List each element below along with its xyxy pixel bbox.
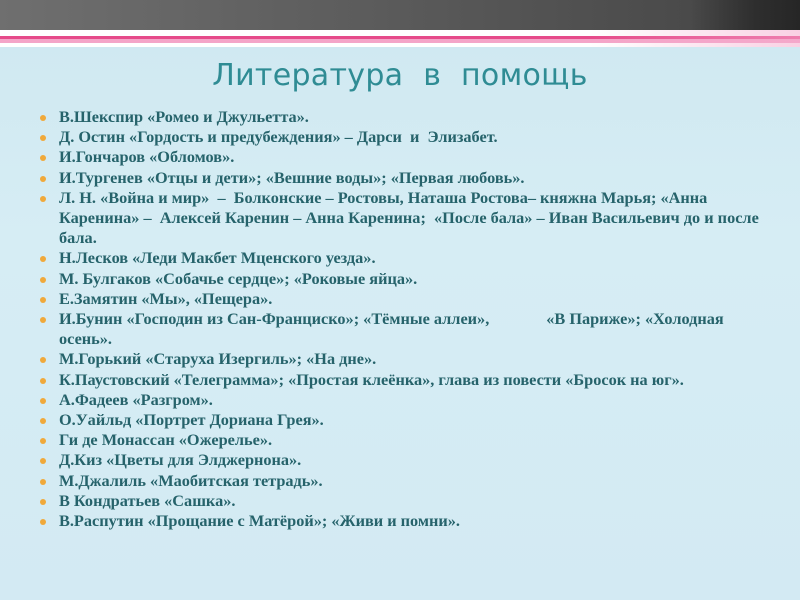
bullet-dot-icon <box>40 398 46 404</box>
list-item-text: В Кондратьев «Сашка». <box>59 490 236 510</box>
list-item <box>40 147 770 167</box>
list-item-text: К.Паустовский «Телеграмма»; «Простая клеёнка», глава из повести «Бросок на юг». <box>59 369 684 389</box>
list-item-text: М.Джалиль «Маобитская тетрадь». <box>59 470 323 490</box>
bullet-dot-icon <box>40 317 46 323</box>
top-bar <box>0 0 800 30</box>
slide-title: Литература в помощь <box>212 58 588 93</box>
literature-list <box>40 107 770 531</box>
list-item-text: Д.Киз «Цветы для Элджернона». <box>59 450 302 470</box>
bullet-dot-icon <box>40 277 46 283</box>
list-item <box>40 390 770 410</box>
list-item <box>40 107 770 127</box>
bullet-dot-icon <box>40 196 46 202</box>
bullet-dot-icon <box>40 499 46 505</box>
bullet-dot-icon <box>40 176 46 182</box>
pink-accent-gradient <box>590 30 800 47</box>
list-item-text: И.Бунин «Господин из Сан-Франциско»; «Тёмные аллеи», «В Париже»; «Холодная осень». <box>59 309 728 349</box>
list-item <box>40 248 770 268</box>
list-item <box>40 410 770 430</box>
list-item <box>40 349 770 369</box>
list-item-text: Н.Лесков «Леди Макбет Мценского уезда». <box>59 248 376 268</box>
list-item-text: О.Уайльд «Портрет Дориана Грея». <box>59 410 324 430</box>
bullet-dot-icon <box>40 418 46 424</box>
top-bar-corner <box>690 0 800 30</box>
bullet-dot-icon <box>40 378 46 384</box>
list-item-text: Д. Остин «Гордость и предубеждения» – Дарси и Элизабет. <box>59 127 498 147</box>
list-item <box>40 188 770 249</box>
list-item <box>40 289 770 309</box>
list-item <box>40 471 770 491</box>
list-item <box>40 491 770 511</box>
list-item <box>40 430 770 450</box>
list-item <box>40 269 770 289</box>
list-item-text: М. Булгаков «Собачье сердце»; «Роковые яйца». <box>59 268 418 288</box>
list-item <box>40 168 770 188</box>
bullet-dot-icon <box>40 297 46 303</box>
list-item-text: И.Тургенев «Отцы и дети»; «Вешние воды»; «Первая любовь». <box>59 167 525 187</box>
bullet-dot-icon <box>40 438 46 444</box>
list-item-text: В.Распутин «Прощание с Матёрой»; «Живи и помни». <box>59 511 460 531</box>
bullet-dot-icon <box>40 135 46 141</box>
list-item-text: Л. Н. «Война и мир» – Болконские – Ростовы, Наташа Ростова– княжна Марья; «Анна Каренина» – Алексей Каренин – Анна Каренина; «После бала» – Иван Васильевич до и после бала. <box>59 187 763 248</box>
list-item <box>40 450 770 470</box>
bullet-dot-icon <box>40 115 46 121</box>
list-item-text: Е.Замятин «Мы», «Пещера». <box>59 288 273 308</box>
list-item <box>40 127 770 147</box>
bullet-dot-icon <box>40 458 46 464</box>
list-item-text: А.Фадеев «Разгром». <box>59 389 213 409</box>
list-item-text: И.Гончаров «Обломов». <box>59 147 235 167</box>
list-item-text: В.Шекспир «Ромео и Джульетта». <box>59 107 309 126</box>
bullet-dot-icon <box>40 256 46 262</box>
bullet-dot-icon <box>40 519 46 525</box>
list-item <box>40 309 770 349</box>
list-item-text: Ги де Монассан «Ожерелье». <box>59 430 273 450</box>
list-item <box>40 511 770 531</box>
bullet-dot-icon <box>40 357 46 363</box>
list-item-text: М.Горький «Старуха Изергиль»; «На дне». <box>59 349 377 369</box>
bullet-dot-icon <box>40 155 46 161</box>
bullet-dot-icon <box>40 479 46 485</box>
list-item <box>40 370 770 390</box>
